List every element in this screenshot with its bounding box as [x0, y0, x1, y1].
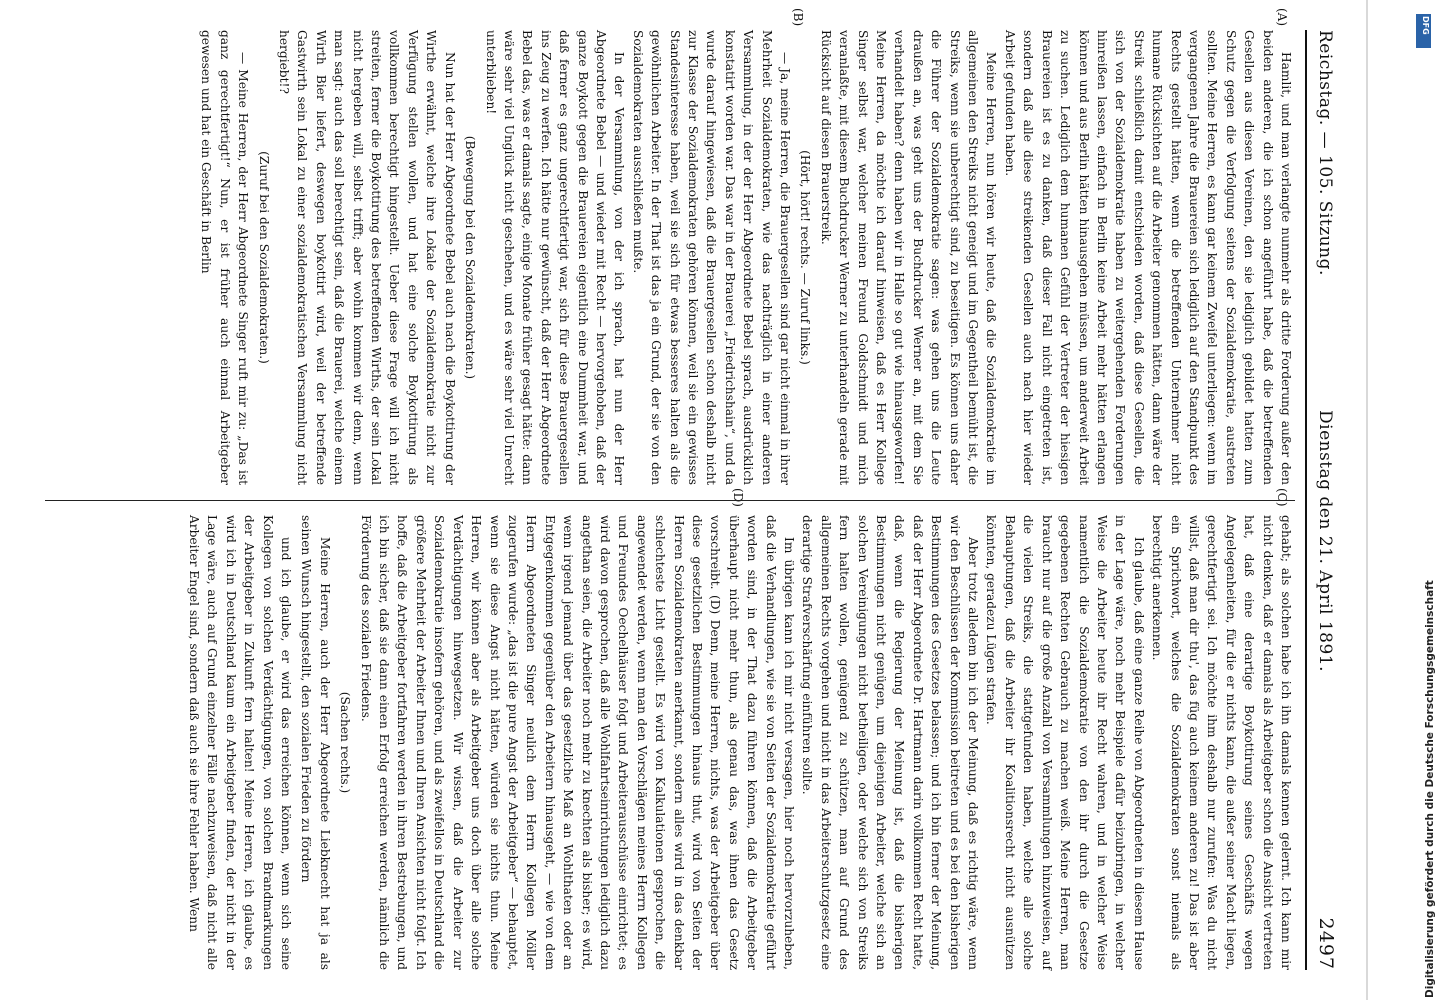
paragraph: — Meine Herren, der Herr Abgeordnete Singer ruft mir zu: „Das ist ganz gerechtfertigt!“ Nun, er ist früher auch einmal Arbeitgeber gewesen und hat ein Geschäft in Berlin [199, 30, 251, 485]
interjection: (Hört, hört! rechts. — Zuruf links.) [798, 150, 813, 365]
paragraph: Meine Herren, auch der Herr Abgeordnete Liebknecht hat ja als seinen Wunsch hingestellt, den sozialen Frieden zu fördern [299, 515, 332, 970]
margin-marker-a: (A) [1275, 8, 1289, 27]
paragraph: Hamlit, und man verlangte nunmehr als dritte Forderung außer den beiden anderen, die ich schon angeführt habe, daß die betreffenden Gesellen aus diesen Vereinen, den sie lediglich gebildet hatten zum Schutz gegen die Verfolgung seitens der Sozialdemokratie, austreten sollten. Meine Herren, es kann gar keinem Zweifel unterliegen: wenn im vergangenen Jahre die Brauereien sich lediglich auf den Standpunkt des Rechts gestellt hätten, wenn die betreffenden Unternehmer nicht humane Rücksichten auf die Arbeiter genommen hätten, dann wäre der Streik schließlich damit entschieden worden, daß diese Gesellen, die sich von der Sozialdemokratie haben zu weitergehenden Forderungen hinreißen lassen, einfach in Berlin keine Arbeit mehr hätten erlangen können und aus Berlin hätten hinausgehen müssen, um anderweit Arbeit zu suchen. Lediglich dem humanen Gefühl der Vertreter der hiesigen Brauereien ist es zu danken, daß dieser Fall nicht eingetreten ist, sondern daß alle diese streikenden Gesellen auch nach hier wieder Arbeit gefunden haben. [1002, 30, 1293, 485]
left-column [45, 30, 1295, 485]
header-session: Reichstag. — 105. Sitzung. [1315, 30, 1335, 276]
header-date: Dienstag den 21. April 1891. [1315, 410, 1335, 673]
credit-text: Digitalisierung gefördert durch die Deutsche Forschungsgemeinschaft [1424, 580, 1436, 998]
margin-marker-b: (B) [791, 8, 805, 27]
paragraph: und ich glaube, er wird das erreichen können, wenn sich seine Kollegen von solchen Verdächtigungen, von solchen Brandmarkungen der Arbeitgeber in Zukunft fern halten! Meine Herren, ich glaube, es wird ich in Deutschland kaum ein Arbeitgeber finden, der nicht in der Lage wäre, auch auf Grund einzelner Fälle nachzuweisen, daß nicht alle Arbeiter Engel sind, sondern daß auch sie ihre Fehler haben. Wenn [187, 515, 294, 970]
margin-marker-c: (C) [1275, 488, 1289, 507]
rotated-page [35, 0, 1365, 1000]
paragraph: In der Versammlung, von der ich sprach, hat nun der Herr Abgeordnete Bebel — und wieder mit Recht — hervorgehoben, daß der ganze Boykott gegen die Brauereien eigentlich eine Dummheit war, und daß ferner es ganz ungerechtfertigt war, sich für diese Brauergesellen ins Zeug zu werfen. Ich hätte nur gewünscht, daß der Herr Abgeordnete Bebel das, was er damals sagte, einige Monate früher gesagt hätte: dann wäre sehr viel Unglück nicht geschehen, und es wäre sehr viel Unrecht unterblieben! [483, 30, 627, 485]
column-divider [45, 500, 1295, 501]
interjection: (Sachen rechts.) [338, 691, 353, 794]
dfg-logo-text: DFG [1421, 16, 1430, 35]
paragraph: Aber trotz alledem bin ich der Meinung, daß es richtig wäre, wenn wir den Beschlüssen der Kommission beitreten und es bei den bisherigen Bestimmungen des Gesetzes belassen; und ich bin ferner der Meinung, daß der Herr Abgeordnete Dr. Hartmann darin vollkommen Recht hatte, daß, wenn die Regierung der Meinung ist, daß die bisherigen Bestimmungen nicht genügen, um diejenigen Arbeiter, welche sich an solchen Vereinigungen nicht betheiligen, oder welche sich von Streiks fern halten wollen, genügend zu schützen, man auf Grund des allgemeinen Rechts vorgehen und nicht in das Arbeiterschutzgesetz eine derartige Strafverschärfung einführen sollte. [800, 515, 981, 970]
paragraph: — Ja, meine Herren, die Brauergesellen sind gar nicht einmal in ihrer Mehrheit Sozialdemokraten, wie das nachträglich in einer anderen Versammlung, in der der Herr Abgeordnete Bebel sprach, ausdrücklich konstatirt worden war. Das war in der Brauerei „Friedrichshain“, und da wurde darauf hingewiesen, daß die Brauergesellen schon deshalb nicht zur Klasse der Sozialdemokraten gehören können, weil sie ein gewisses Standesinteresse haben, weil sie sich für etwas besseres halten als die gewöhnlichen Arbeiter. In der That ist das ja ein Grund, der sie von den Sozialdemokraten ausschließen mußte. [630, 30, 793, 485]
paragraph: Ich glaube, daß eine ganze Reihe von Abgeordneten in diesem Hause in der Lage wäre, noch mehr Beispiele dafür beizubringen, in welcher Weise die Arbeiter heute ihr Recht wahren, und in welcher Weise namentlich die Sozialdemokratie von den ihr durch die Gesetze gegebenen Rechten Gebrauch zu machen weiß. Meine Herren, man braucht nur auf die große Anzahl von Versammlungen hinzuweisen, auf die vielen Streiks, die stattgefunden haben, welche alle solche Behauptungen, daß die Arbeiter ihr Koalitionsrecht nicht ausnützen könnten, geradezu Lügen strafen. [984, 515, 1146, 970]
page-edge [1366, 0, 1368, 1000]
interjection: (Zuruf bei den Sozialdemokraten.) [256, 151, 271, 364]
header-rule [1305, 30, 1307, 970]
dfg-logo [1416, 14, 1431, 48]
margin-marker-d: (D) [731, 488, 745, 507]
paragraph: Im übrigen kann ich mir nicht versagen, hier noch hervorzuheben, daß die Verhandlungen, wie sie von Seiten der Sozialdemokratie geführt worden sind, in der That dazu führen können, daß die Arbeitgeber überhaupt nicht mehr thun, als genau das, was ihnen das Gesetz vorschreibt. (D) Denn, meine Herren, nichts, was der Arbeitgeber über diese gesetzlichen Bestimmungen hinaus thut, wird von Seiten der Herren Sozialdemokraten anerkannt, sondern alles wird in das denkbar schlechteste Licht gestellt. Es wird von Kalkulationen gesprochen, die angewendet werden, wenn man den Vorschlägen meines Herrn Kollegen und Freundes Oechelhäuser folgt und Arbeiterausschüsse einrichtet; es wird davon gesprochen, daß alle Wohlfahrtseinrichtungen lediglich dazu angethan seien, die Arbeiter noch mehr zu knechten als bisher; es wird, wenn irgend jemand über das gesetzliche Maß an Wohlthaten oder an Entgegenkommen gegenüber den Arbeitern hinausgeht, — wie von dem Herrn Abgeordneten Singer neulich dem Herrn Kollegen Möller zugerufen wurde: „das ist die pure Angst der Arbeitgeber“ — behauptet, wenn sie diese Angst nicht hätten, würden sie nichts thun. Meine Herren, wir können aber als Arbeitgeber uns doch über alle solche Verdächtigungen hinwegsetzen. Wir wissen, daß die Arbeiter zur Sozialdemokratie insofern gehören, und als zweifellos in Deutschland die größere Mehrheit der Arbeiter Ihnen und Ihren Ansichten nicht folgt. Ich hoffe, daß die Arbeitgeber fortfahren werden in ihren Bestrebungen, und ich bin sicher, daß sie dann einen Erfolg erreichen werden, nämlich die Förderung des sozialen Friedens. [358, 515, 797, 970]
paragraph: Nun hat der Herr Abgeordnete Bebel auch nach die Boykottirung der Wirthe erwähnt, welche ihre Lokale der Sozialdemokratie nicht zur Verfügung stellen wollen, und hat eine solche Boykottirung als vollkommen berechtigt hingestellt. Ueber diese Frage will ich nicht streiten, ferner die Boykottirung des betreffenden Wirths, der sein Lokal nicht hergeben will, selbst trifft; aber wohin kommen wir denn, wenn man sagt: auch das soll berechtigt sein, daß die Brauerei, welche einem Wirth Bier liefert, deswegen boykottirt wird, weil der betreffende Gastwirth sein Lokal zu einer sozialdemokratischen Versammlung nicht hergiebt!? [277, 30, 457, 485]
paragraph: gehabt; als solchen habe ich ihn damals kennen gelernt. Ich kann mir nicht denken, daß er damals als Arbeitgeber schon die Ansicht vertreten hat, daß eine derartige Boykottirung seines Geschäfts wegen Angelegenheiten, für die er nichts kann, die außer seiner Macht liegen, gerechtfertigt sei. Ich möchte ihm deshalb nur zurufen: Was du nicht willst, daß man dir thu', das füg auch keinem anderen zu! Das ist aber ein Sprichwort, welches die Sozialdemokraten sonst niemals als berechtigt anerkennen. [1150, 515, 1293, 970]
page-header [1307, 30, 1343, 970]
right-column [45, 515, 1295, 970]
page-number: 2497 [1315, 917, 1337, 970]
interjection: (Bewegung bei den Sozialdemokraten.) [463, 135, 478, 380]
paragraph: Meine Herren, nun hören wir heute, daß die Sozialdemokratie im allgemeinen den Streiks nicht geneigt und im Gegentheil bemüht ist, die Streiks, wenn sie unberechtigt sind, zu beseitigen. Es können uns daher die Führer der Sozialdemokratie sagen: was gehen uns die Leute draußen an, was geht uns der Buchdrucker Werner an, mit dem Sie verhandelt haben? denn haben wir in Halle so gut wie hinausgeworfen! Meine Herren, da möchte ich darauf hinweisen, daß es Herr Kollege Singer selbst war, welcher meinen Freund Goldschmidt und mich veranlaßte, mit diesem Buchdrucker Werner zu unterhandeln gerade mit Rücksicht auf diesen Brauerstreik. [818, 30, 999, 485]
